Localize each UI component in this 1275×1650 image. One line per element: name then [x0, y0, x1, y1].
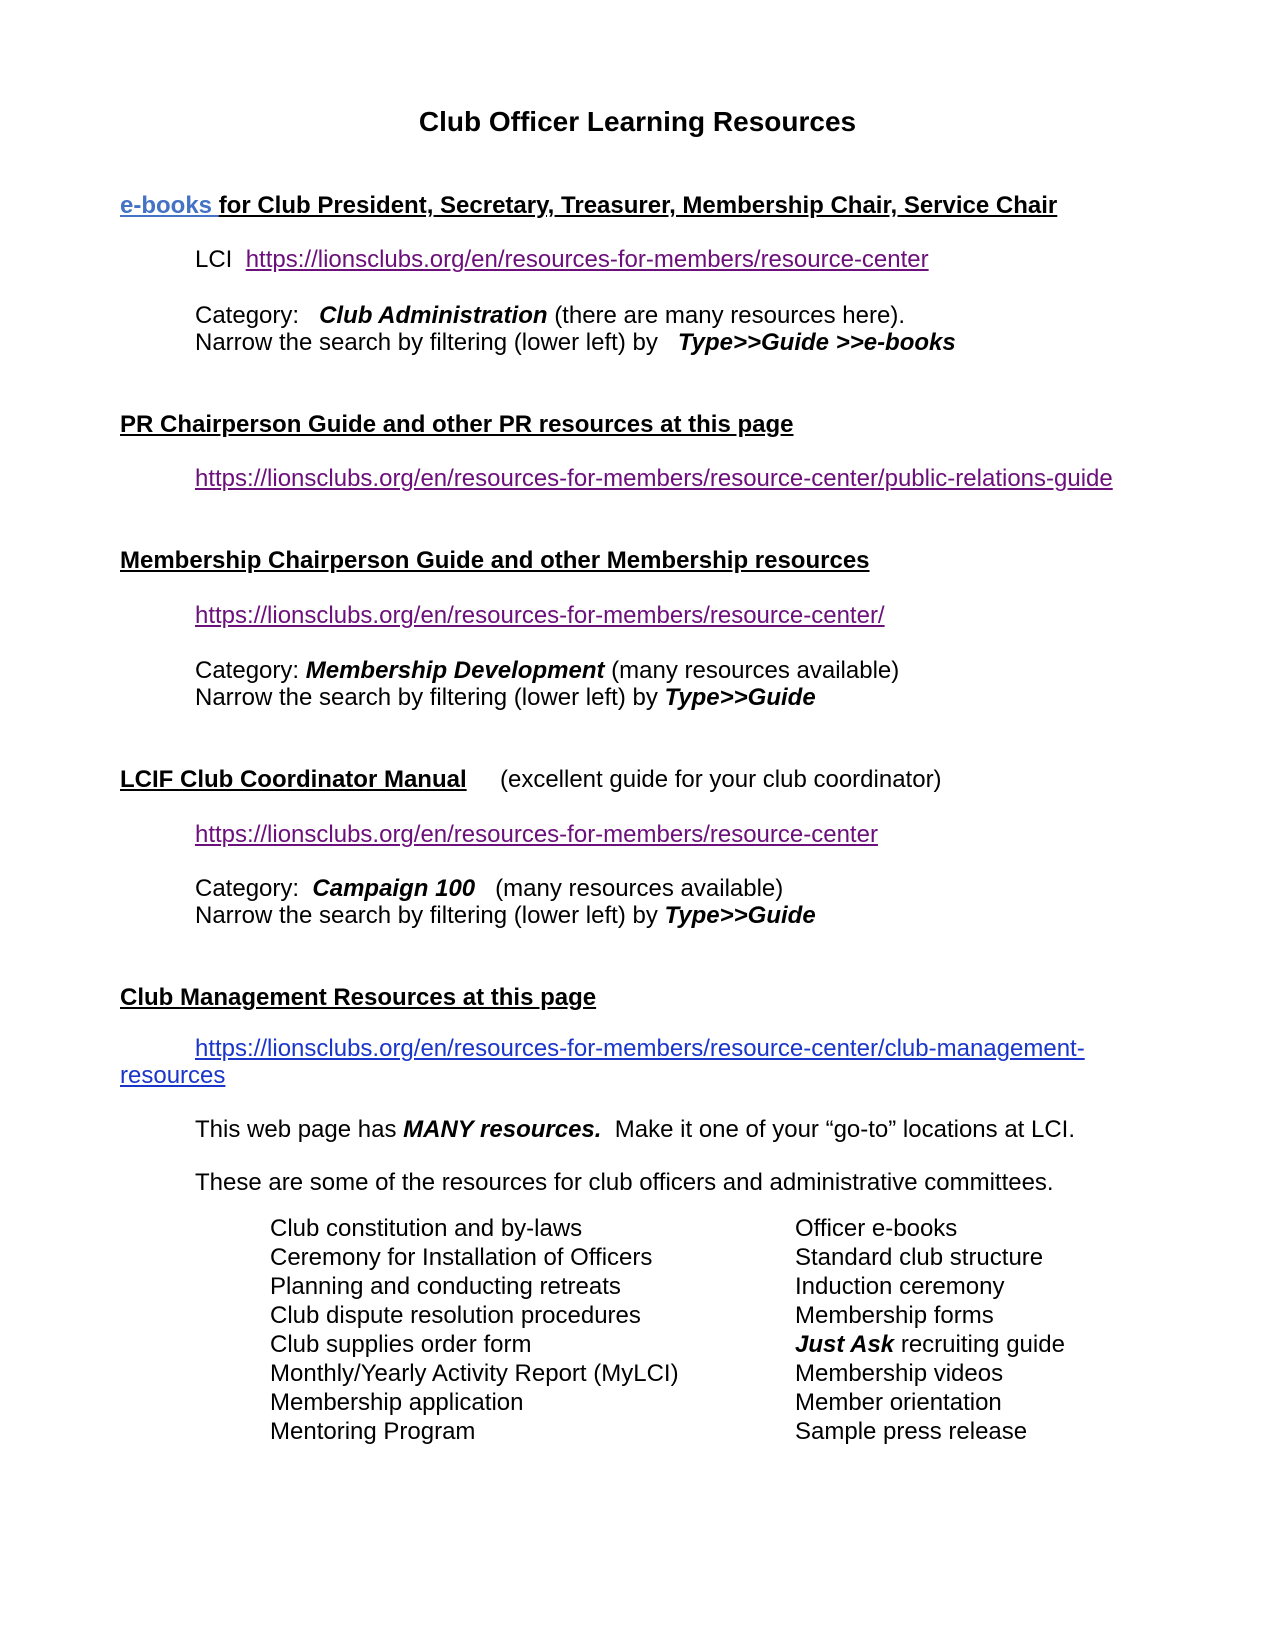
ebooks-heading	[120, 192, 1057, 220]
lci-label: LCI	[195, 246, 233, 273]
membership-category-line	[195, 657, 899, 685]
list-item: Membership forms	[795, 1302, 994, 1329]
membership-category-note: (many resources available)	[611, 657, 900, 684]
list-item: Ceremony for Installation of Officers	[270, 1244, 653, 1271]
club-mgmt-url-line1	[195, 1035, 1085, 1063]
membership-category-label: Category:	[195, 657, 300, 684]
membership-category-value: Membership Development	[305, 657, 605, 684]
club-mgmt-url-line2	[120, 1062, 225, 1090]
lcif-url-line	[195, 821, 878, 849]
club-mgmt-heading: Club Management Resources at this page	[120, 984, 597, 1011]
lcif-narrow-line	[195, 902, 816, 930]
list-item: Club dispute resolution procedures	[270, 1302, 641, 1329]
lcif-narrow-text: Narrow the search by filtering (lower left) by	[195, 902, 658, 929]
lcif-category-label: Category:	[195, 875, 300, 902]
club-mgmt-link-part2[interactable]: resources	[120, 1062, 226, 1089]
membership-narrow-value: Type>>Guide	[664, 684, 816, 711]
list-item: Monthly/Yearly Activity Report (MyLCI)	[270, 1360, 679, 1387]
list-item: Sample press release	[795, 1418, 1028, 1445]
list-item: Club supplies order form	[270, 1331, 532, 1358]
ebooks-category-line	[195, 302, 905, 330]
ebooks-narrow-value: Type>>Guide >>e-books	[677, 329, 956, 356]
list-item: Club constitution and by-laws	[270, 1215, 583, 1242]
pr-guide-link[interactable]: https://lionsclubs.org/en/resources-for-members/resource-center/public-relations-guide	[195, 465, 1113, 492]
membership-url-line	[195, 602, 885, 630]
ebooks-category-value: Club Administration	[319, 302, 548, 329]
pr-url-line	[195, 465, 1113, 493]
web-page-note-pre: This web page has	[195, 1116, 397, 1143]
page-title: Club Officer Learning Resources	[418, 106, 857, 137]
lcif-category-value: Campaign 100	[312, 875, 476, 902]
list-item: Member orientation	[795, 1389, 1002, 1416]
list-item: Membership application	[270, 1389, 524, 1416]
club-mgmt-link-part1[interactable]: https://lionsclubs.org/en/resources-for-members/resource-center/club-management-	[195, 1035, 1085, 1062]
pr-heading: PR Chairperson Guide and other PR resources at this page	[120, 411, 794, 438]
web-page-note-post: Make it one of your “go-to” locations at LCI.	[614, 1116, 1076, 1143]
some-resources-note: These are some of the resources for club officers and administrative committees.	[195, 1169, 1054, 1196]
lcif-category-line	[195, 875, 783, 903]
lcif-heading-note: (excellent guide for your club coordinator)	[499, 766, 942, 793]
list-item: Planning and conducting retreats	[270, 1273, 621, 1300]
list-item: Membership videos	[795, 1360, 1004, 1387]
ebooks-heading-text: for Club President, Secretary, Treasurer, Membership Chair, Service Chair	[218, 192, 1058, 219]
lcif-resource-link[interactable]: https://lionsclubs.org/en/resources-for-members/resource-center	[195, 821, 878, 848]
membership-narrow-text: Narrow the search by filtering (lower left) by	[195, 684, 658, 711]
list-item	[795, 1330, 1065, 1359]
lci-line	[195, 246, 929, 274]
lcif-heading-line	[120, 766, 942, 794]
web-page-note-bold: MANY resources.	[403, 1116, 602, 1143]
lcif-heading: LCIF Club Coordinator Manual	[120, 766, 467, 793]
just-ask-suffix: recruiting guide	[894, 1331, 1065, 1358]
just-ask-label: Just Ask	[795, 1331, 895, 1358]
resource-list-right	[795, 1214, 1065, 1446]
web-page-note	[195, 1116, 1075, 1144]
ebooks-category-note: (there are many resources here).	[554, 302, 905, 329]
ebooks-narrow-text: Narrow the search by filtering (lower left) by	[195, 329, 658, 356]
lci-resource-center-link[interactable]: https://lionsclubs.org/en/resources-for-members/resource-center	[245, 246, 929, 273]
lcif-narrow-value: Type>>Guide	[664, 902, 816, 929]
membership-heading: Membership Chairperson Guide and other Membership resources	[120, 547, 870, 574]
list-item: Mentoring Program	[270, 1418, 476, 1445]
list-item: Officer e-books	[795, 1215, 958, 1242]
list-item: Induction ceremony	[795, 1273, 1005, 1300]
ebooks-link[interactable]: e-books	[120, 192, 219, 219]
membership-narrow-line	[195, 684, 816, 712]
resource-list-left	[270, 1214, 679, 1446]
ebooks-category-label: Category:	[195, 302, 300, 329]
lcif-category-note: (many resources available)	[495, 875, 784, 902]
list-item: Standard club structure	[795, 1244, 1044, 1271]
ebooks-narrow-line	[195, 329, 956, 357]
membership-resource-link[interactable]: https://lionsclubs.org/en/resources-for-members/resource-center/	[195, 602, 885, 629]
